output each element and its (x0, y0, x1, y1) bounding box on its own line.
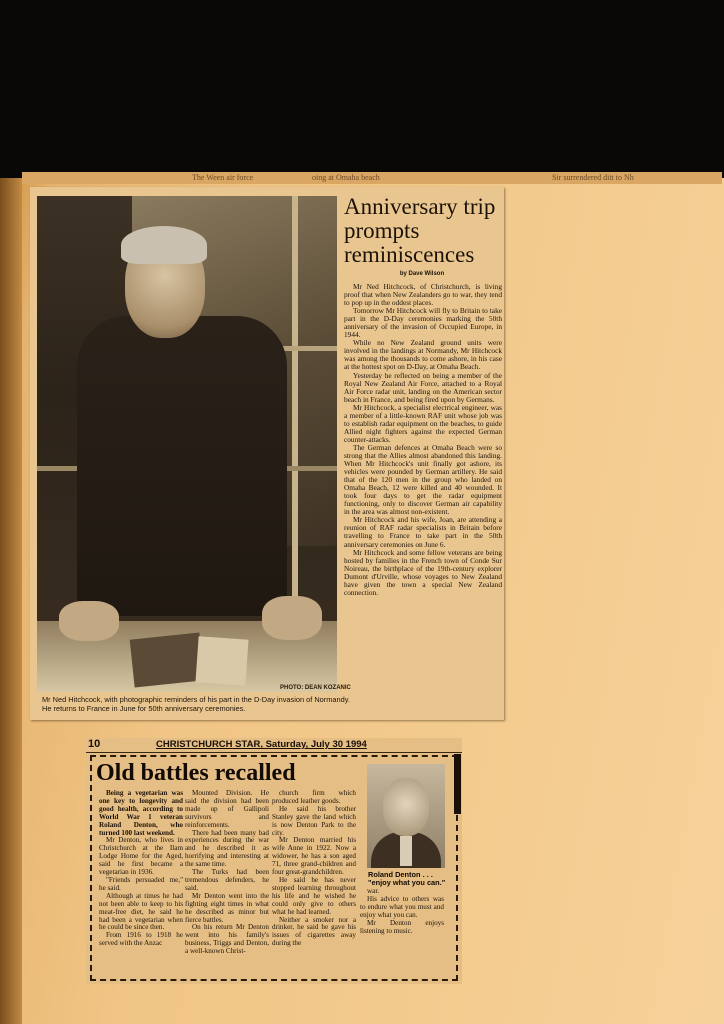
article-column-4 (360, 888, 444, 935)
paragraph: Mr Denton went into the fighting eight times in what he described as minor but fierce battles. (185, 891, 269, 924)
paragraph: "Friends persuaded me," he said. (99, 875, 183, 892)
paragraph: Mr Denton married his wife Anne in 1922. Now a widower, he has a son aged 71, three grand-children and four great-grandchildren. (272, 836, 356, 877)
paragraph: Mr Hitchcock and some fellow veterans are being hosted by families in the French town of Conde Sur Noireau, the birthplace of the 19th-century explorer Dumont d'Urville, whose voyages to New Zealand have given the town a special New Zealand connection. (344, 547, 502, 597)
old-battles-clipping (86, 738, 462, 984)
paragraph: There had been many bad experiences during the war and he described it as horrifying and interesting at the same time. (185, 828, 269, 869)
strip-text-mid: oing at Omaha beach (312, 173, 380, 182)
torn-previous-clipping-strip (22, 172, 722, 184)
paragraph: war. (367, 887, 380, 895)
paragraph: The Turks had been tremendous defenders, he said. (185, 868, 269, 892)
clipping-edge-mark (454, 754, 461, 814)
article-column-2 (185, 790, 269, 956)
page-binding-shadow (0, 178, 22, 1024)
paragraph: church firm which produced leather goods. (272, 789, 356, 805)
paragraph: Mounted Division. He said the division had been made up of Gallipoli survivors and reinforcements. (185, 789, 269, 829)
paragraph: Although at times he had not been able to keep to his meat-free diet, he said he had been a vegetarian when he could be since then. (99, 891, 183, 932)
paragraph: While no New Zealand ground units were involved in the landings at Normandy, Mr Hitchcock was among the thousands to come ashore, in his case at the hottest spot on D-Day, at Omaha Beach. (344, 338, 502, 372)
paragraph: Mr Denton enjoys listening to music. (360, 918, 444, 935)
article-byline: by Dave Wilson (399, 271, 445, 277)
paragraph: Being a vegetarian was one key to longevity and good health, according to World War 1 veteran Roland Denton, who turned 100 last weekend. (99, 789, 183, 837)
page-number: 10 (88, 738, 101, 750)
anniversary-clipping (30, 187, 504, 720)
paragraph: Mr Hitchcock, a specialist electrical engineer, was a member of a little-known RAF unit whose job was to establish radar equipment on the beaches, to guide Allied night fighters against the expected German counter-attacks. (344, 402, 502, 444)
article-column-1 (99, 790, 183, 948)
paragraph: Yesterday he reflected on being a member of the Royal New Zealand Air Force, attached to a Royal Air Force radar unit, landing on the American sector beach in France, and being fired upon by Germans. (344, 370, 502, 404)
article-body (344, 283, 502, 597)
paragraph: From 1916 to 1918 he served with the Anzac (99, 931, 183, 948)
paragraph: Mr Ned Hitchcock, of Christchurch, is living proof that when New Zealanders go to war, they tend to pop up in the oddest places. (344, 282, 502, 308)
photo-caption: Mr Ned Hitchcock, with photographic reminders of his part in the D-Day invasion of Normandy. He returns to France in June for 50th anniversary ceremonies. (42, 695, 350, 713)
paragraph: He said he has never stopped learning throughout his life and he wished he could only give to others what he had learned. (272, 875, 356, 916)
denton-photo (367, 764, 445, 868)
photo-denton-head (383, 778, 429, 836)
paragraph: On his return Mr Denton went into his family's business, Triggs and Denton, a well-known Christ- (185, 923, 269, 956)
paragraph: Neither a smoker nor a drinker, he said he gave his issues of cigarettes away during the (272, 915, 356, 948)
article-column-3 (272, 790, 356, 948)
article-headline: Anniversary trip prompts reminiscences (344, 194, 496, 267)
article-headline-2: Old battles recalled (96, 760, 296, 786)
photo-man-body (77, 316, 287, 616)
strip-text-right: Sir surrendered ditt to Nh (552, 173, 634, 182)
strip-text-left: The Ween air force (192, 173, 254, 182)
hitchcock-photo (37, 196, 337, 692)
paragraph: Tomorrow Mr Hitchcock will fly to Britain to take part in the D-Day ceremonies marking the 50th anniversary of the invasion of Occupied Europe, in 1944. (344, 306, 502, 340)
publication-date: CHRISTCHURCH STAR, Saturday, July 30 1994 (156, 739, 367, 750)
paragraph: His advice to others was to endure what you must and enjoy what you can. (360, 894, 444, 919)
paragraph: He said his brother Stanley gave the land which is now Denton Park to the city. (272, 804, 356, 837)
paragraph: The German defences at Omaha Beach were so strong that the Allies almost abandoned this landing. When Mr Hitchcock's unit finally got ashore, its vehicles were pounded by German artillery. He said that of the 120 men in the group who landed on Omaha Beach, 12 were killed and 40 wounded. It took four days to get the radar equipment functioning, only to discover German air capability in the area was almost non-existent. (344, 442, 502, 517)
photo-credit: PHOTO: DEAN KOZANIC (280, 685, 351, 691)
dateline (86, 738, 462, 753)
paragraph: Mr Denton, who lives in Christchurch at the Ilam Lodge Home for the Aged, said he first became a vegetarian in 1936. (99, 836, 183, 877)
paragraph: Mr Hitchcock and his wife, Joan, are attending a reunion of RAF radar specialists in Britain before travelling to France to take part in the 50th anniversary ceremonies on June 6. (344, 515, 502, 549)
denton-caption: Roland Denton . . . "enjoy what you can." (368, 870, 446, 887)
